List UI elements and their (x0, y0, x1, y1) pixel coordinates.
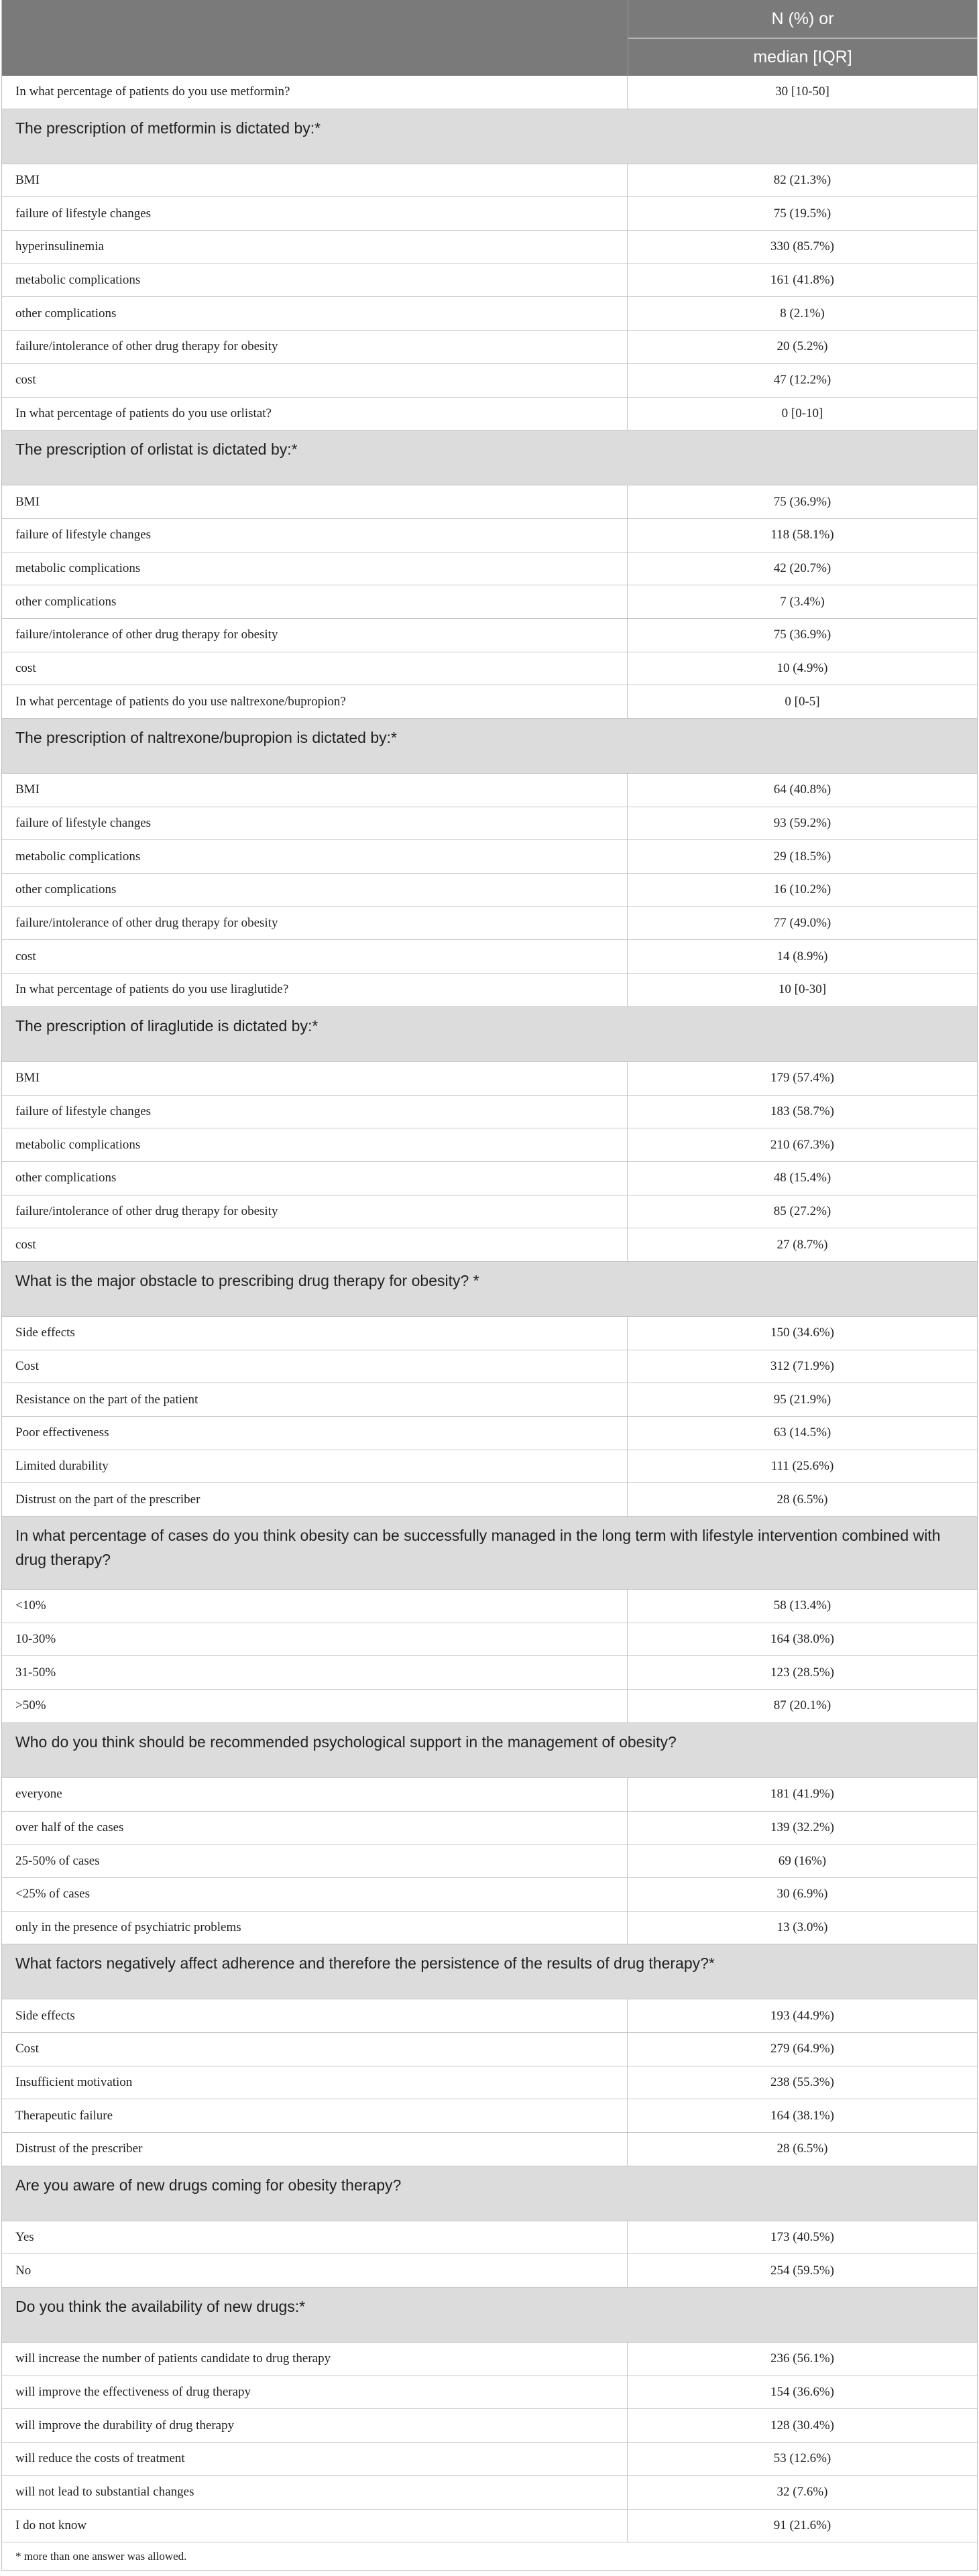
row-value: 14 (8.9%) (776, 949, 828, 963)
row-value: 91 (21.6%) (773, 2518, 831, 2532)
header-line-2: median [IQR] (753, 48, 852, 66)
header-blank-cell (2, 0, 628, 76)
row-label: Insufficient motivation (2, 2066, 628, 2099)
row-label: No (2, 2254, 628, 2287)
row-label: In what percentage of patients do you use metformin? (2, 76, 628, 109)
row-value: 29 (18.5%) (773, 849, 831, 864)
section-heading: The prescription of orlistat is dictated by:* (2, 430, 977, 485)
row-value: 150 (34.6%) (770, 1326, 834, 1340)
table-row (2, 297, 977, 331)
row-value: 32 (7.6%) (776, 2485, 828, 2500)
row-label: will improve the durability of drug therapy (2, 2409, 628, 2442)
row-value: 10 (4.9%) (776, 660, 828, 675)
row-label: 31-50% (2, 1656, 628, 1689)
table-row (2, 164, 977, 198)
row-label: BMI (2, 485, 628, 518)
row-label: I do not know (2, 2510, 628, 2542)
table-row (2, 2221, 977, 2255)
table-row (2, 840, 977, 874)
row-label: <10% (2, 1590, 628, 1623)
row-label: Resistance on the part of the patient (2, 1383, 628, 1416)
table-row (2, 1128, 977, 1162)
row-value: 238 (55.3%) (770, 2074, 834, 2089)
row-label: cost (2, 364, 628, 397)
table-row (2, 2510, 977, 2543)
row-value: 181 (41.9%) (770, 1787, 834, 1802)
table-row (2, 685, 977, 719)
table-row (2, 364, 977, 398)
table-row (2, 1417, 977, 1450)
row-value: 330 (85.7%) (770, 239, 834, 254)
row-label: everyone (2, 1778, 628, 1811)
table-row (2, 1062, 977, 1096)
row-label: metabolic complications (2, 264, 628, 297)
row-label: In what percentage of patients do you use naltrexone/bupropion? (2, 685, 628, 718)
row-value: 154 (36.6%) (770, 2385, 834, 2400)
row-value: 85 (27.2%) (773, 1204, 831, 1218)
row-value: 93 (59.2%) (773, 816, 831, 831)
row-value: 10 [0-30] (778, 982, 827, 997)
row-label: 10-30% (2, 1623, 628, 1656)
row-value: 82 (21.3%) (773, 173, 831, 188)
row-label: 25-50% of cases (2, 1845, 628, 1877)
row-value: 179 (57.4%) (770, 1071, 834, 1086)
row-value: 75 (36.9%) (773, 494, 831, 509)
table-row (2, 940, 977, 974)
row-label: <25% of cases (2, 1878, 628, 1911)
table-row (2, 1350, 977, 1384)
row-label: metabolic complications (2, 552, 628, 585)
row-value: 254 (59.5%) (770, 2263, 834, 2278)
row-value: 16 (10.2%) (773, 882, 831, 897)
section-heading: The prescription of metformin is dictated by:* (2, 109, 977, 164)
row-value: 20 (5.2%) (776, 339, 828, 354)
section-heading: Do you think the availability of new drugs:* (2, 2288, 977, 2343)
row-value: 161 (41.8%) (770, 273, 834, 288)
row-label: over half of the cases (2, 1812, 628, 1845)
row-value: 7 (3.4%) (780, 594, 825, 609)
row-value: 42 (20.7%) (773, 561, 831, 575)
row-label: cost (2, 940, 628, 973)
row-value: 30 (6.9%) (776, 1887, 828, 1901)
table-row (2, 1845, 977, 1878)
row-label: failure of lifestyle changes (2, 807, 628, 840)
row-value: 312 (71.9%) (770, 1358, 834, 1373)
row-label: only in the presence of psychiatric problems (2, 1912, 628, 1944)
row-label: failure of lifestyle changes (2, 1096, 628, 1128)
row-value: 210 (67.3%) (770, 1137, 834, 1152)
section-heading: Who do you think should be recommended psychological support in the management of obesity? (2, 1723, 977, 1778)
row-value: 75 (36.9%) (773, 628, 831, 642)
row-value: 75 (19.5%) (773, 206, 831, 221)
table-header (2, 0, 977, 76)
row-label: metabolic complications (2, 1128, 628, 1161)
table-row (2, 2066, 977, 2100)
row-label: failure/intolerance of other drug therapy for obesity (2, 619, 628, 652)
header-line-1: N (%) or (628, 0, 977, 39)
row-label: Distrust of the prescriber (2, 2133, 628, 2166)
table-row (2, 1096, 977, 1129)
row-label: hyperinsulinemia (2, 231, 628, 264)
section-heading: What factors negatively affect adherence and therefore the persistence of the results of drug therapy?* (2, 1944, 977, 1999)
table-row (2, 1450, 977, 1484)
row-value: 53 (12.6%) (773, 2451, 831, 2466)
row-value: 193 (44.9%) (770, 2008, 834, 2023)
row-label: cost (2, 1228, 628, 1261)
survey-table (1, 0, 978, 2571)
row-value: 123 (28.5%) (770, 1665, 834, 1680)
row-label: will increase the number of patients candidate to drug therapy (2, 2343, 628, 2376)
row-label: BMI (2, 164, 628, 197)
row-label: BMI (2, 774, 628, 807)
row-value: 28 (6.5%) (776, 1492, 828, 1507)
row-label: other complications (2, 874, 628, 906)
row-label: metabolic complications (2, 840, 628, 873)
section-heading: Are you aware of new drugs coming for obesity therapy? (2, 2166, 977, 2221)
row-label: other complications (2, 1162, 628, 1195)
table-row (2, 2099, 977, 2133)
row-label: Cost (2, 2033, 628, 2066)
table-row (2, 331, 977, 364)
row-label: failure/intolerance of other drug therapy for obesity (2, 1195, 628, 1228)
footnote: * more than one answer was allowed. (2, 2542, 977, 2571)
row-value: 118 (58.1%) (770, 528, 834, 542)
section-heading: In what percentage of cases do you think obesity can be successfully managed in the long term with lifestyle intervention combined with drug therapy? (2, 1517, 977, 1590)
table-row (2, 585, 977, 619)
table-row (2, 2476, 977, 2510)
table-row (2, 264, 977, 298)
row-value: 164 (38.0%) (770, 1632, 834, 1647)
table-row (2, 774, 977, 807)
row-label: will reduce the costs of treatment (2, 2443, 628, 2475)
row-value: 0 [0-5] (785, 694, 820, 709)
row-value: 183 (58.7%) (770, 1104, 834, 1118)
row-label: cost (2, 652, 628, 685)
table-row (2, 1228, 977, 1262)
row-label: will improve the effectiveness of drug therapy (2, 2376, 628, 2409)
table-row (2, 1590, 977, 1623)
row-value: 69 (16%) (778, 1853, 827, 1868)
row-label: will not lead to substantial changes (2, 2476, 628, 2509)
table-row (2, 974, 977, 1007)
table-row (2, 1195, 977, 1229)
row-value: 47 (12.2%) (773, 373, 831, 388)
table-row (2, 2409, 977, 2443)
header-value-cell (628, 0, 977, 76)
table-row (2, 2443, 977, 2476)
table-row (2, 231, 977, 264)
table-row (2, 519, 977, 552)
table-row (2, 1383, 977, 1417)
table-row (2, 874, 977, 907)
table-row (2, 1317, 977, 1350)
row-value: 8 (2.1%) (780, 306, 825, 320)
table-row (2, 398, 977, 431)
table-row (2, 1778, 977, 1812)
table-row (2, 807, 977, 841)
table-row (2, 1483, 977, 1517)
row-value: 279 (64.9%) (770, 2042, 834, 2056)
row-label: Poor effectiveness (2, 1417, 628, 1450)
row-label: In what percentage of patients do you use liraglutide? (2, 974, 628, 1006)
section-heading: The prescription of naltrexone/bupropion is dictated by:* (2, 719, 977, 774)
table-row (2, 1912, 977, 1945)
row-value: 87 (20.1%) (773, 1698, 831, 1713)
row-label: >50% (2, 1690, 628, 1722)
row-value: 63 (14.5%) (773, 1425, 831, 1440)
row-label: BMI (2, 1062, 628, 1095)
table-row (2, 619, 977, 652)
table-row (2, 1690, 977, 1723)
row-label: Therapeutic failure (2, 2099, 628, 2132)
section-heading: The prescription of liraglutide is dictated by:* (2, 1007, 977, 1062)
table-row (2, 1878, 977, 1912)
row-label: Side effects (2, 1999, 628, 2032)
table-row (2, 652, 977, 686)
row-value: 0 [0-10] (781, 406, 823, 420)
row-label: Side effects (2, 1317, 628, 1350)
row-label: Cost (2, 1350, 628, 1383)
row-label: failure/intolerance of other drug therapy for obesity (2, 907, 628, 940)
table-row (2, 1656, 977, 1690)
section-heading: What is the major obstacle to prescribing drug therapy for obesity? * (2, 1262, 977, 1317)
table-row (2, 2343, 977, 2376)
row-label: other complications (2, 297, 628, 330)
row-value: 111 (25.6%) (770, 1459, 834, 1474)
row-value: 13 (3.0%) (776, 1920, 828, 1934)
row-value: 164 (38.1%) (770, 2108, 834, 2123)
table-row (2, 2254, 977, 2288)
table-row (2, 1623, 977, 1657)
table-body (2, 76, 977, 2542)
row-value: 30 [10-50] (775, 84, 829, 99)
table-row (2, 2133, 977, 2166)
row-value: 236 (56.1%) (770, 2351, 834, 2366)
table-row (2, 1812, 977, 1845)
table-row (2, 76, 977, 109)
row-value: 64 (40.8%) (773, 782, 831, 797)
row-label: failure/intolerance of other drug therapy for obesity (2, 331, 628, 363)
row-label: failure of lifestyle changes (2, 519, 628, 552)
table-row (2, 1162, 977, 1195)
row-value: 48 (15.4%) (773, 1171, 831, 1185)
row-value: 28 (6.5%) (776, 2142, 828, 2156)
table-row (2, 485, 977, 519)
table-row (2, 2376, 977, 2410)
row-label: Distrust on the part of the prescriber (2, 1483, 628, 1516)
table-row (2, 2033, 977, 2066)
table-row (2, 1999, 977, 2033)
table-row (2, 907, 977, 941)
table-row (2, 197, 977, 231)
row-label: In what percentage of patients do you use orlistat? (2, 398, 628, 430)
table-row (2, 552, 977, 586)
row-label: Limited durability (2, 1450, 628, 1483)
row-value: 173 (40.5%) (770, 2230, 834, 2245)
row-value: 128 (30.4%) (770, 2418, 834, 2433)
row-label: Yes (2, 2221, 628, 2254)
row-value: 58 (13.4%) (773, 1598, 831, 1613)
row-value: 139 (32.2%) (770, 1820, 834, 1834)
row-label: failure of lifestyle changes (2, 197, 628, 230)
row-label: other complications (2, 585, 628, 618)
row-value: 77 (49.0%) (773, 916, 831, 931)
row-value: 27 (8.7%) (776, 1237, 828, 1252)
row-value: 95 (21.9%) (773, 1392, 831, 1407)
